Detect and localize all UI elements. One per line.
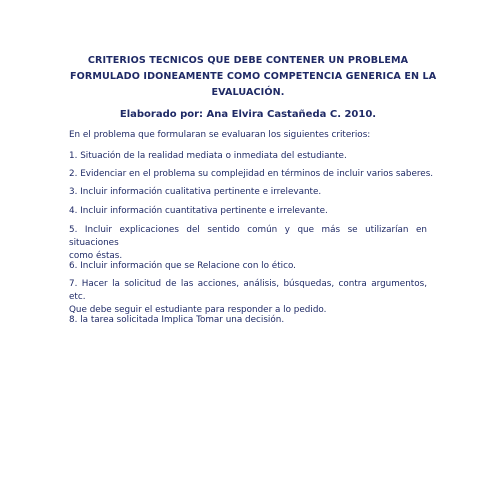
title-line-2: FORMULADO IDONEAMENTE COMO COMPETENCIA GENERICA EN LA <box>70 71 437 82</box>
criterion-6: 6. Incluir información que se Relacione con lo ético. <box>69 261 296 271</box>
criterion-1: 1. Situación de la realidad mediata o inmediata del estudiante. <box>69 151 347 161</box>
criterion-7-line-2: Que debe seguir el estudiante para responder a lo pedido. <box>69 305 327 315</box>
criterion-7 <box>69 278 427 317</box>
criterion-7-line-1: 7. Hacer la solicitud de las acciones, análisis, búsquedas, contra argumentos, etc. <box>69 279 427 302</box>
criterion-5 <box>69 224 427 263</box>
document-title <box>70 53 437 101</box>
criterion-8: 8. la tarea solicitada Implica Tomar una decisión. <box>69 315 285 325</box>
intro-paragraph: En el problema que formularan se evaluaran los siguientes criterios: <box>69 130 371 140</box>
criterion-5-line-1: 5. Incluir explicaciones del sentido común y que más se utilizarían en situaciones <box>69 225 427 248</box>
criterion-2: 2. Evidenciar en el problema su complejidad en términos de incluir varios saberes. <box>69 169 434 179</box>
title-line-1: CRITERIOS TECNICOS QUE DEBE CONTENER UN PROBLEMA <box>87 55 409 66</box>
criterion-3: 3. Incluir información cualitativa pertinente e irrelevante. <box>69 187 322 197</box>
title-line-3: EVALUACIÓN. <box>211 87 285 98</box>
criterion-4: 4. Incluir información cuantitativa pertinente e irrelevante. <box>69 206 328 216</box>
author-line: Elaborado por: Ana Elvira Castañeda C. 2010. <box>119 109 377 120</box>
criterion-5-line-2: como éstas. <box>69 251 123 261</box>
